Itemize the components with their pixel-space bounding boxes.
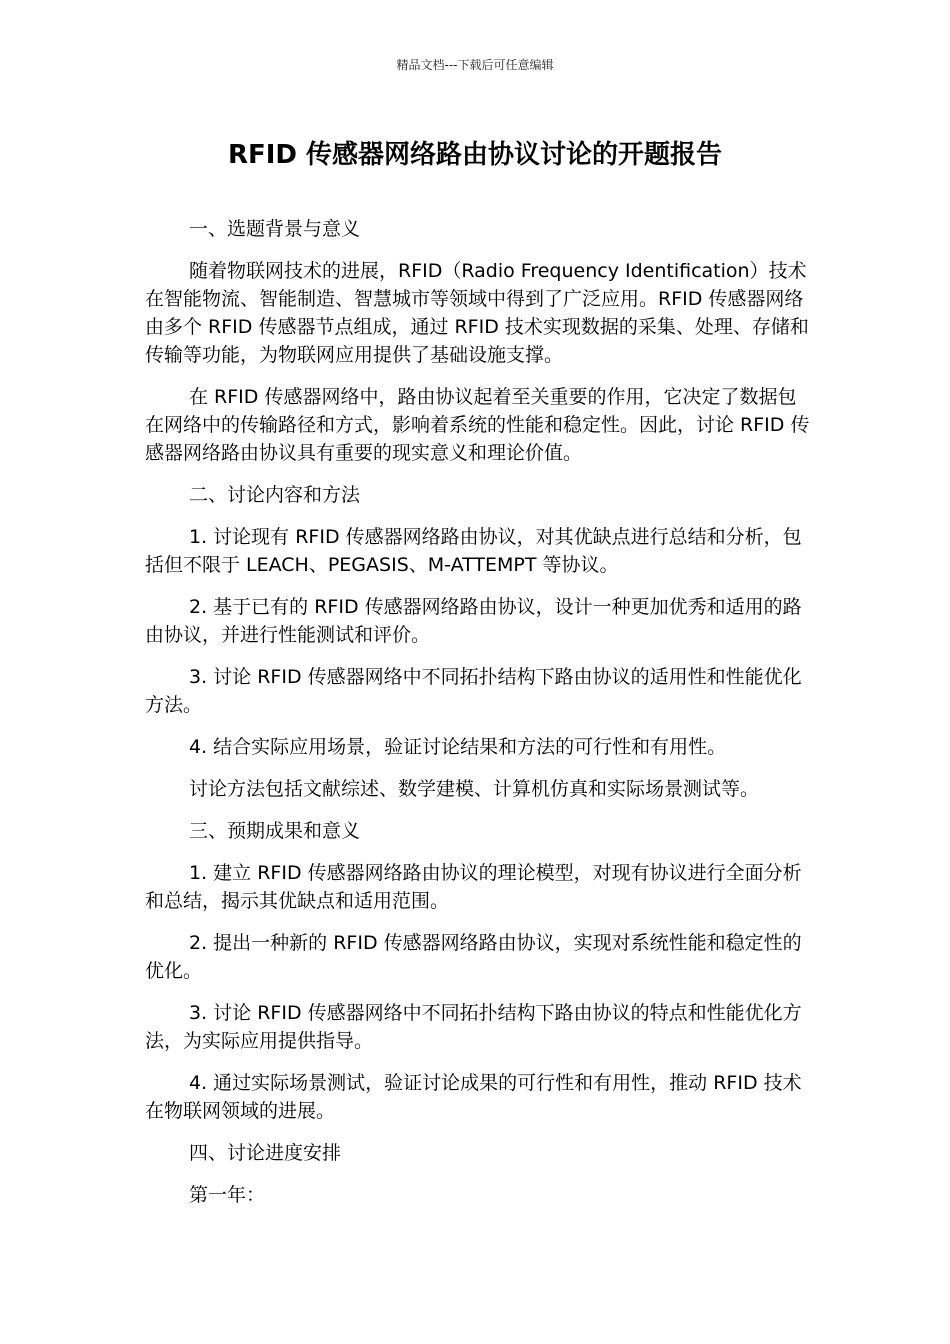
- page-header: 精品文档---下载后可任意编辑: [396, 58, 554, 72]
- list-item-results-2: 2. 提出一种新的 RFID 传感器网络路由协议，实现对系统性能和稳定性的优化。: [145, 932, 802, 982]
- document-body: [145, 215, 810, 1223]
- paragraph-methods: 讨论方法包括文献综述、数学建模、计算机仿真和实际场景测试等。: [189, 778, 760, 800]
- list-item-results-1: 1. 建立 RFID 传感器网络路由协议的理论模型，对现有协议进行全面分析和总结，揭示其优缺点和适用范围。: [145, 862, 802, 912]
- section-heading-background: 一、选题背景与意义: [189, 218, 361, 240]
- list-item-content-3: 3. 讨论 RFID 传感器网络中不同拓扑结构下路由协议的适用性和性能优化方法。: [145, 666, 802, 716]
- list-item-content-1: 1. 讨论现有 RFID 传感器网络路由协议，对其优缺点进行总结和分析，包括但不限于 LEACH、PEGASIS、M-ATTEMPT 等协议。: [145, 526, 802, 576]
- list-item-results-3: 3. 讨论 RFID 传感器网络中不同拓扑结构下路由协议的特点和性能优化方法，为实际应用提供指导。: [145, 1002, 802, 1052]
- list-item-results-4: 4. 通过实际场景测试，验证讨论成果的可行性和有用性，推动 RFID 技术在物联网领域的进展。: [145, 1072, 802, 1122]
- schedule-year-one: 第一年：: [189, 1184, 266, 1206]
- paragraph-background-2: 在 RFID 传感器网络中，路由协议起着至关重要的作用，它决定了数据包在网络中的传输路径和方式，影响着系统的性能和稳定性。因此，讨论 RFID 传感器网络路由协议具有重要的现实意义和理论价值。: [145, 386, 810, 464]
- list-item-content-2: 2. 基于已有的 RFID 传感器网络路由协议，设计一种更加优秀和适用的路由协议，并进行性能测试和评价。: [145, 596, 802, 646]
- section-heading-expected-results: 三、预期成果和意义: [189, 820, 361, 842]
- section-heading-content-methods: 二、讨论内容和方法: [189, 484, 361, 506]
- paragraph-background-1: 随着物联网技术的进展，RFID（Radio Frequency Identification）技术在智能物流、智能制造、智慧城市等领域中得到了广泛应用。RFID 传感器网络由多个 RFID 传感器节点组成，通过 RFID 技术实现数据的采集、处理、存储和传输等功能，为物联网应用提供了基础设施支撑。: [145, 260, 809, 366]
- list-item-content-4: 4. 结合实际应用场景，验证讨论结果和方法的可行性和有用性。: [189, 736, 727, 758]
- document-title: RFID 传感器网络路由协议讨论的开题报告: [227, 140, 723, 170]
- section-heading-schedule: 四、讨论进度安排: [189, 1142, 342, 1164]
